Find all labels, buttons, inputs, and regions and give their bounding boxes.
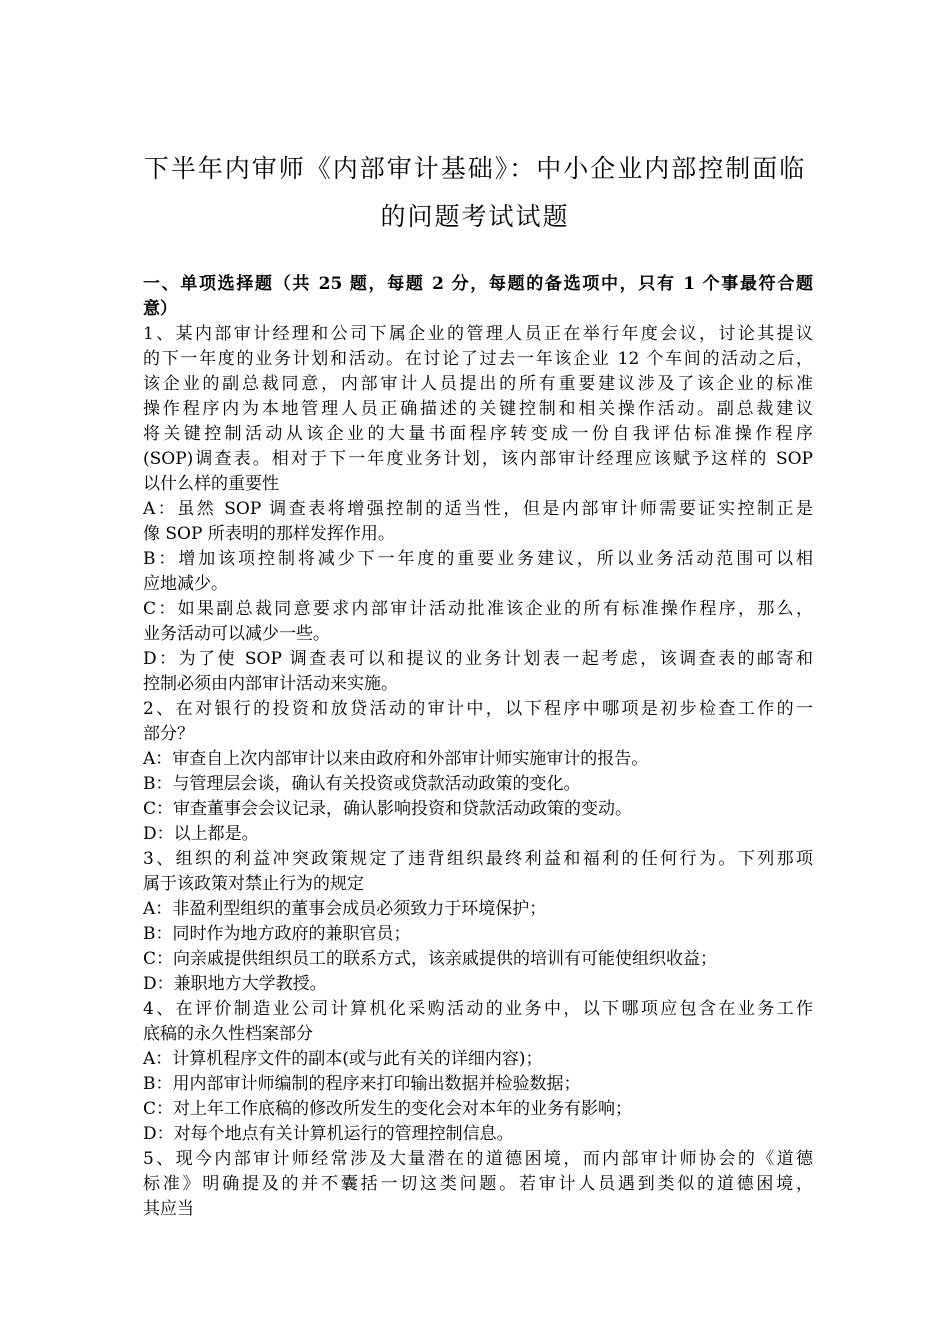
question-4	[143, 997, 813, 1147]
question-stem-line: 操作程序内为本地管理人员正确描述的关键控制和相关操作活动。副总裁建议	[143, 399, 813, 419]
question-3	[143, 847, 813, 997]
option-b-line: B：用内部审计师编制的程序来打印输出数据并检验数据；	[143, 1074, 581, 1094]
option-b-line: B：与管理层会谈，确认有关投资或贷款活动政策的变化。	[143, 774, 581, 794]
option-d-line: D：为了使 SOP 调查表可以和提议的业务计划表一起考虑，该调查表的邮寄和	[143, 649, 813, 669]
title-line-1: 下半年内审师《内部审计基础》：中小企业内部控制面临	[143, 154, 807, 183]
section-heading-line-1: 一、单项选择题（共 25 题，每题 2 分，每题的备选项中，只有 1 个事最符合题	[143, 274, 813, 294]
option-c-line: C：向亲戚提供组织员工的联系方式，该亲戚提供的培训有可能使组织收益；	[143, 949, 718, 969]
option-d-line: D：以上都是。	[143, 824, 259, 844]
option-a-line: A：非盈利型组织的董事会成员必须致力于环境保护；	[143, 899, 547, 919]
document-body	[143, 272, 813, 1222]
question-stem-line: 的下一年度的业务计划和活动。在讨论了过去一年该企业 12 个车间的活动之后，	[143, 349, 813, 369]
option-c-line: C：审查董事会会议记录，确认影响投资和贷款活动政策的变动。	[143, 799, 633, 819]
question-stem-line: 属于该政策对禁止行为的规定	[143, 874, 364, 894]
option-d-line: D：对每个地点有关计算机运行的管理控制信息。	[143, 1124, 514, 1144]
question-2	[143, 697, 813, 847]
section-heading-line-2: 意）	[143, 299, 177, 319]
question-5	[143, 1147, 813, 1222]
title-line-2: 的问题考试试题	[380, 202, 570, 231]
option-d-line: D：兼职地方大学教授。	[143, 974, 327, 994]
question-stem-line: 将关键控制活动从该企业的大量书面程序转变成一份自我评估标准操作程序	[143, 424, 813, 444]
question-stem-line: 以什么样的重要性	[143, 474, 279, 494]
option-c-line: C：对上年工作底稿的修改所发生的变化会对本年的业务有影响；	[143, 1099, 633, 1119]
question-stem-line: 该企业的副总裁同意，内部审计人员提出的所有重要建议涉及了该企业的标准	[143, 374, 813, 394]
question-1	[143, 322, 813, 697]
option-c-line: 业务活动可以减少一些。	[143, 624, 330, 644]
question-stem-line: 5、现今内部审计师经常涉及大量潜在的道德困境，而内部审计师协会的《道德	[143, 1149, 813, 1169]
question-stem-line: 底稿的永久性档案部分	[143, 1024, 313, 1044]
question-stem-line: 其应当	[143, 1199, 194, 1219]
question-stem-line: 部分？	[143, 724, 194, 744]
question-stem-line: 4、在评价制造业公司计算机化采购活动的业务中，以下哪项应包含在业务工作	[143, 999, 813, 1019]
option-a-line: A：审查自上次内部审计以来由政府和外部审计师实施审计的报告。	[143, 749, 649, 769]
question-stem-line: 1、某内部审计经理和公司下属企业的管理人员正在举行年度会议，讨论其提议	[143, 324, 813, 344]
option-a-line: A：计算机程序文件的副本(或与此有关的详细内容)；	[143, 1049, 543, 1069]
question-stem-line: 标准》明确提及的并不囊括一切这类问题。若审计人员遇到类似的道德困境，	[143, 1174, 813, 1194]
option-c-line: C：如果副总裁同意要求内部审计活动批准该企业的所有标准操作程序，那么，	[143, 599, 813, 619]
option-b-line: B：增加该项控制将减少下一年度的重要业务建议，所以业务活动范围可以相	[143, 549, 813, 569]
option-d-line: 控制必须由内部审计活动来实施。	[143, 674, 398, 694]
question-stem-line: 2、在对银行的投资和放贷活动的审计中，以下程序中哪项是初步检查工作的一	[143, 699, 813, 719]
option-b-line: 应地减少。	[143, 574, 228, 594]
document-title	[100, 145, 850, 241]
option-a-line: 像 SOP 所表明的那样发挥作用。	[143, 524, 395, 544]
question-stem-line: 3、组织的利益冲突政策规定了违背组织最终利益和福利的任何行为。下列那项	[143, 849, 813, 869]
option-b-line: B：同时作为地方政府的兼职官员；	[143, 924, 411, 944]
option-a-line: A：虽然 SOP 调查表将增强控制的适当性，但是内部审计师需要证实控制正是	[143, 499, 813, 519]
question-stem-line: (SOP)调查表。相对于下一年度业务计划，该内部审计经理应该赋予这样的 SOP	[143, 449, 813, 469]
